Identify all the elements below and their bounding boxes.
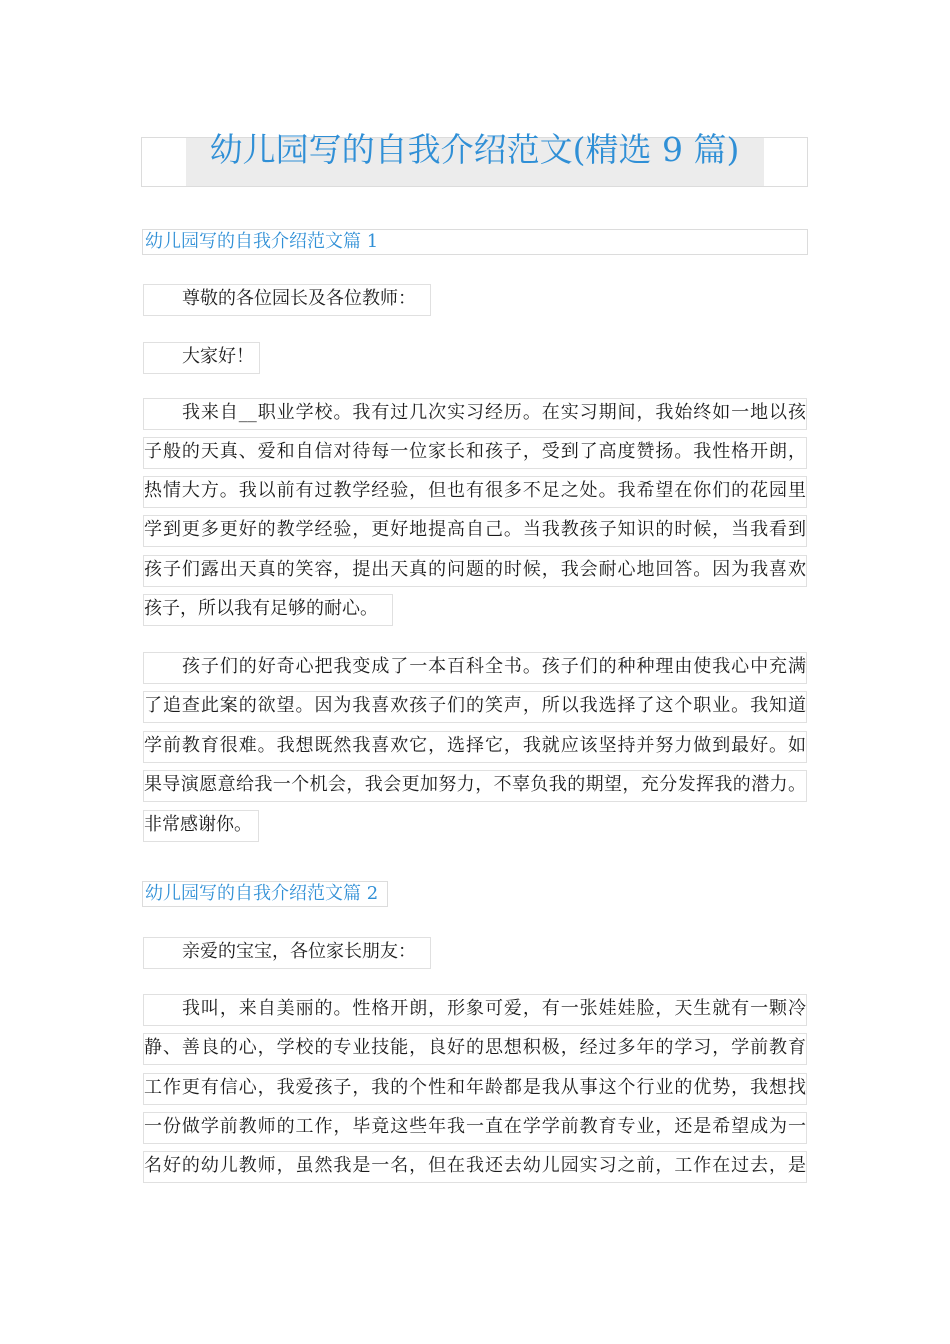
- paragraph-line: 我叫，来自美丽的。性格开朗，形象可爱，有一张娃娃脸，天生就有一颗冷: [143, 994, 807, 1026]
- section-heading-2: 幼儿园写的自我介绍范文篇 2: [142, 881, 388, 907]
- paragraph-line: 名好的幼儿教师，虽然我是一名，但在我还去幼儿园实习之前，工作在过去，是: [143, 1151, 807, 1183]
- paragraph-line: 学到更多更好的教学经验，更好地提高自己。当我教孩子知识的时候，当我看到: [143, 515, 807, 547]
- paragraph-line: 子般的天真、爱和自信对待每一位家长和孩子，受到了高度赞扬。我性格开朗，: [143, 437, 807, 469]
- greeting-line: 尊敬的各位园长及各位教师：: [143, 284, 431, 316]
- paragraph-line: 学前教育很难。我想既然我喜欢它，选择它，我就应该坚持并努力做到最好。如: [143, 731, 807, 763]
- paragraph-line: 了追查此案的欲望。因为我喜欢孩子们的笑声，所以我选择了这个职业。我知道: [143, 691, 807, 723]
- paragraph-line: 孩子们露出天真的笑容，提出天真的问题的时候，我会耐心地回答。因为我喜欢: [143, 555, 807, 587]
- paragraph-line: 我来自__职业学校。我有过几次实习经历。在实习期间，我始终如一地以孩: [143, 398, 807, 430]
- paragraph-line: 工作更有信心，我爱孩子，我的个性和年龄都是我从事这个行业的优势，我想找: [143, 1073, 807, 1105]
- section-heading-1: 幼儿园写的自我介绍范文篇 1: [142, 229, 808, 255]
- paragraph-line: 静、善良的心，学校的专业技能，良好的思想积极，经过多年的学习，学前教育: [143, 1033, 807, 1065]
- paragraph-line: 孩子们的好奇心把我变成了一本百科全书。孩子们的种种理由使我心中充满: [143, 652, 807, 684]
- paragraph-line: 热情大方。我以前有过教学经验，但也有很多不足之处。我希望在你们的花园里: [143, 476, 807, 508]
- greeting-line: 亲爱的宝宝，各位家长朋友：: [143, 937, 431, 969]
- paragraph-line: 非常感谢你。: [143, 810, 259, 842]
- paragraph-line: 一份做学前教师的工作，毕竟这些年我一直在学学前教育专业，还是希望成为一: [143, 1112, 807, 1144]
- paragraph-line: 果导演愿意给我一个机会，我会更加努力，不辜负我的期望，充分发挥我的潜力。: [143, 770, 807, 802]
- paragraph-line: 孩子，所以我有足够的耐心。: [143, 594, 393, 626]
- document-title: 幼儿园写的自我介绍范文(精选 9 篇): [209, 130, 740, 169]
- hello-line: 大家好！: [143, 342, 260, 374]
